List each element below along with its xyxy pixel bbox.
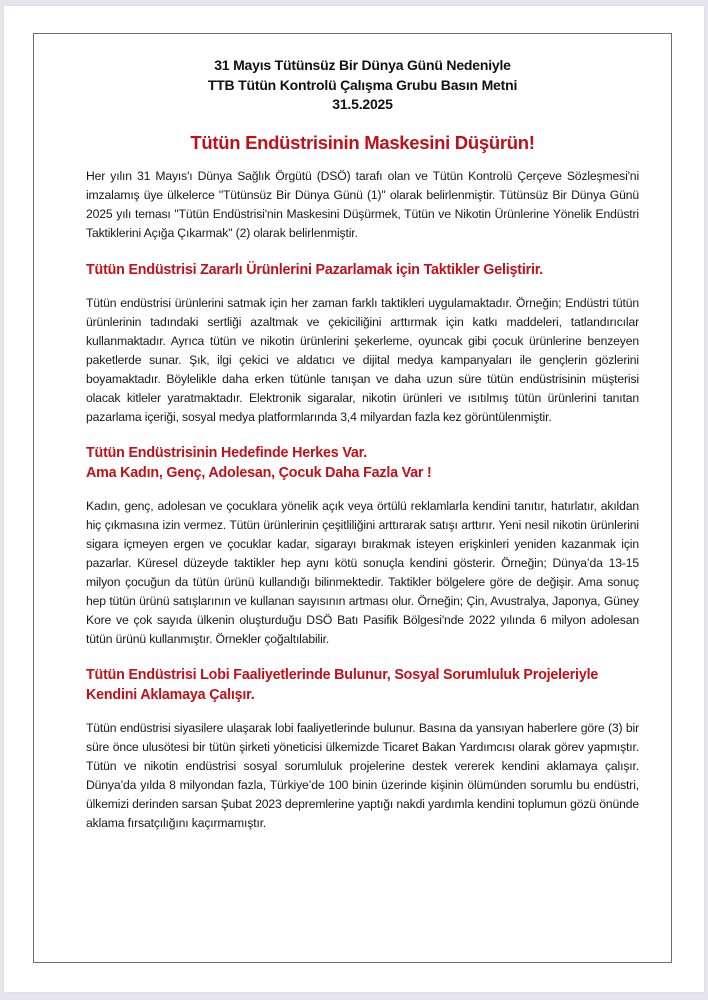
main-title: Tütün Endüstrisinin Maskesini Düşürün! — [190, 131, 535, 153]
document-page — [4, 6, 704, 992]
section-1-title-line-1: Tütün Endüstrisi Zararlı Ürünlerini Pazarlamak için Taktikler Geliştirir. — [86, 261, 544, 278]
section-2-title-line-1: Tütün Endüstrisinin Hedefinde Herkes Var. — [86, 445, 367, 461]
section-3-title-line-2: Kendini Aklamaya Çalışır. — [86, 686, 255, 703]
header-line-1: 31 Mayıs Tütünsüz Bir Dünya Günü Nedeniyle — [214, 57, 511, 73]
section-3-title — [86, 666, 639, 705]
section-2-body: Kadın, genç, adolesan ve çocuklara yönelik açık veya örtülü reklamlarla kendini tanıtır, hatırlatır, akıldan hiç çıkmasına izin vermez. Tütün ürünlerinin çeşitliliğini arttırarak satışı arttırır. Yeni nesil nikotin ürünlerini sigara içmeyen ergen ve çocuklar kadar, sigarayı bırakmak isteyen erişkinleri yeniden kazanmak için pazarlar. Küresel düzeyde taktikler hep aynı kötü sonuçla kendini gösterir. Örneğin; Dünya’da 13-15 milyon çocuğun da tütün ürünü kullandığı bilinmektedir. Taktikler bölgelere göre de değişir. Ama sonuç hep tütün ürünü satışlarının ve kullanan sayısının artması olur. Örneğin; Çin, Avustralya, Japonya, Güney Kore ve çok sayıda ülkenin oluşturduğu DSÖ Batı Pasifik Bölgesi'nde 2022 yılında 6 milyon adolesan tütün ürünü kullanmıştır. Örnekler çoğaltılabilir. — [86, 499, 639, 646]
intro-paragraph: Her yılın 31 Mayıs'ı Dünya Sağlık Örgütü (DSÖ) tarafı olan ve Tütün Kontrolü Çerçeve Sözleşmesi'ni imzalamış üye ülkelerce "Tütünsüz Bir Dünya Günü (1)" olarak belirlenmiştir. Tütünsüz Bir Dünya Günü 2025 yılı teması "Tütün Endüstrisi'nin Maskesini Düşürmek, Tütün ve Nikotin Ürünlerine Yönelik Endüstri Taktiklerini Açığa Çıkarmak" (2) olarak belirlenmiştir. — [86, 168, 639, 240]
section-3-title-line-1: Tütün Endüstrisi Lobi Faaliyetlerinde Bulunur, Sosyal Sorumluluk Projeleriyle — [86, 667, 599, 683]
section-1-body: Tütün endüstrisi ürünlerini satmak için her zaman farklı taktikleri uygulamaktadır. Örneğin; Endüstri tütün ürünlerinin tadındaki sertliği azaltmak ve çekiciliğini arttırmak için katkı maddeleri, tatlandırıcılar kullanmaktadır. Ayrıca tütün ve nikotin ürünlerini şekerleme, oyuncak gibi çocuk ürünlerine benzeyen paketlerde sunar. Şık, ilgi çekici ve aldatıcı ve dijital medya kampanyaları ile gençlerin gözlerini boyamaktadır. Böylelikle daha erken tütünle tanışan ve daha uzun süre tütün endüstrisinin müşterisi olacak kitleler yaratmaktadır. Elektronik sigaralar, nikotin ürünleri ve ısıtılmış tütün ürünlerini tanıtan pazarlama içeriği, sosyal medya platformlarında 3,4 milyardan fazla kez görüntülenmiştir. — [86, 296, 639, 424]
section-1-title — [86, 261, 639, 281]
section-3-body: Tütün endüstrisi siyasilere ulaşarak lobi faaliyetlerinde bulunur. Basına da yansıyan haberlere göre (3) bir süre önce ulusötesi bir tütün şirketi yöneticisi ülkemizde Ticaret Bakan Yardımcısı olarak görev yapmıştır. Tütün ve nikotin endüstrisi sosyal sorumluluk projelerine destek vererek kendini aklamaya çalışır. Dünya’da yılda 8 milyondan fazla, Türkiye’de 100 binin üzerinde kişinin ölümünden sorumlu bu endüstri, ülkemizi derinden sarsan Şubat 2023 depremlerine yaptığı nakdi yardımla kendini toplumun gözü önünde aklama fırsatçılığını kaçırmamıştır. — [86, 721, 639, 830]
header-line-2: TTB Tütün Kontrolü Çalışma Grubu Basın Metni — [207, 76, 518, 93]
header-date: 31.5.2025 — [332, 96, 393, 112]
document-content — [86, 56, 639, 833]
section-2-title — [86, 444, 639, 483]
section-2-title-line-2: Ama Kadın, Genç, Adolesan, Çocuk Daha Fazla Var ! — [86, 464, 432, 481]
